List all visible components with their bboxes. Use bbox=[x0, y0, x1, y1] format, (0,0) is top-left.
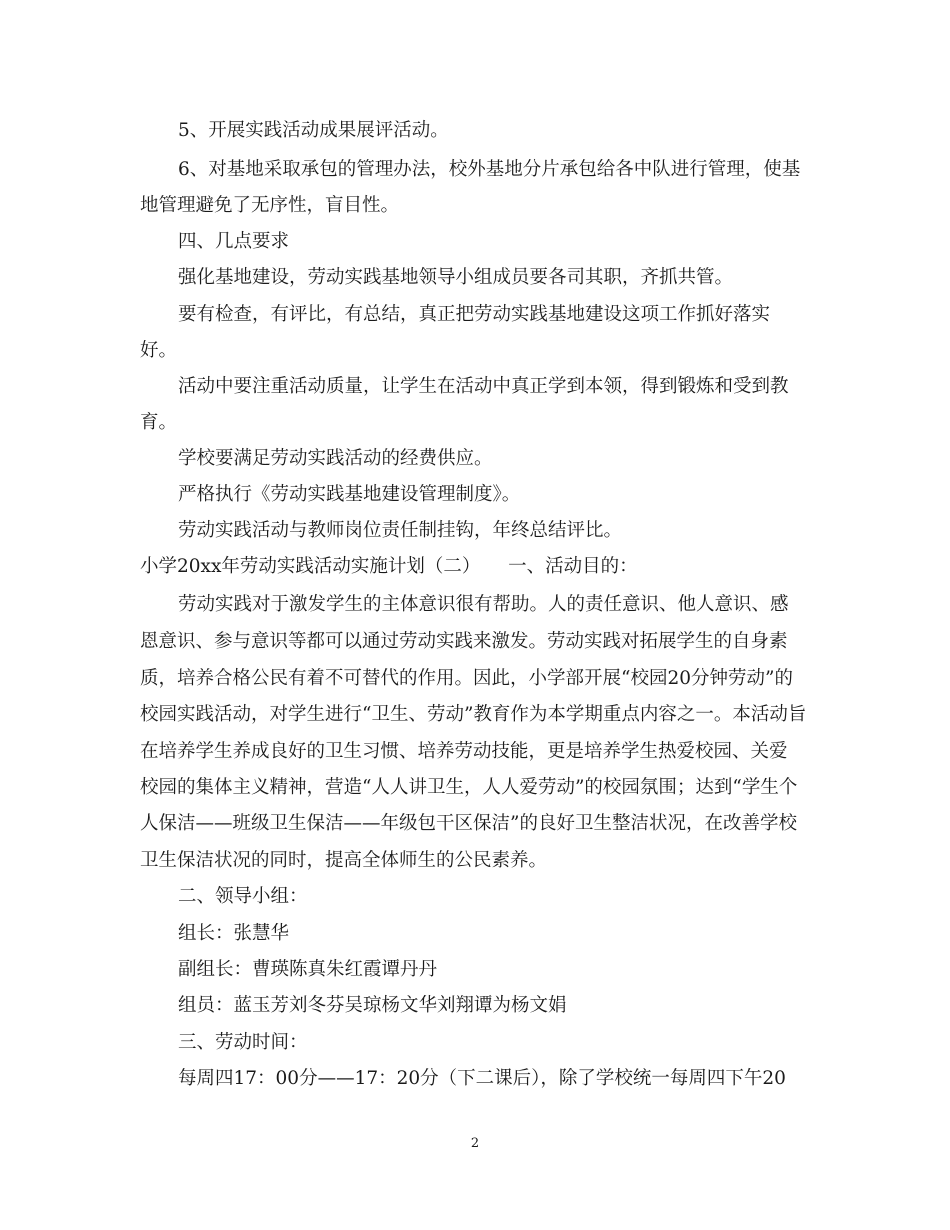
text-line: 严格执行《劳动实践基地建设管理制度》。 bbox=[178, 484, 521, 505]
text-line: 强化基地建设，劳动实践基地领导小组成员要各司其职，齐抓共管。 bbox=[178, 267, 734, 288]
page-number: 2 bbox=[470, 1136, 480, 1151]
text-line: 育。 bbox=[140, 412, 178, 433]
text-line: 地管理避免了无序性，盲目性。 bbox=[140, 195, 400, 216]
text-line: 副组长：曹瑛陈真朱红霞谭丹丹 bbox=[178, 959, 438, 980]
text-line: 在培养学生养成良好的卫生习惯、培养劳动技能，更是培养学生热爱校园、关爱 bbox=[140, 741, 788, 762]
section-heading: 四、几点要求 bbox=[178, 231, 290, 252]
text-line: 卫生保洁状况的同时，提高全体师生的公民素养。 bbox=[140, 850, 548, 871]
text-line: 学校要满足劳动实践活动的经费供应。 bbox=[178, 448, 493, 469]
text-line: 组长：张慧华 bbox=[178, 923, 290, 944]
text-line: 校园实践活动，对学生进行“卫生、劳动”教育作为本学期重点内容之一。本活动旨 bbox=[140, 704, 807, 725]
text-line: 组员：蓝玉芳刘冬芬吴琼杨文华刘翔谭为杨文娟 bbox=[178, 995, 567, 1016]
section-heading: 二、领导小组： bbox=[178, 886, 308, 907]
text-line: 人保洁——班级卫生保洁——年级包干区保洁”的良好卫生整洁状况，在改善学校 bbox=[140, 813, 797, 834]
text-line: 每周四17：00分——17：20分（下二课后），除了学校统一每周四下午20 bbox=[178, 1068, 786, 1089]
text-line: 要有检查，有评比，有总结，真正把劳动实践基地建设这项工作抓好落实 bbox=[178, 304, 771, 325]
text-line: 6、对基地采取承包的管理办法，校外基地分片承包给各中队进行管理，使基 bbox=[178, 159, 801, 180]
plan-title-line: 小学20xx年劳动实践活动实施计划（二） 一、活动目的： bbox=[140, 556, 638, 577]
text-line: 质，培养合格公民有着不可替代的作用。因此，小学部开展“校园20分钟劳动”的 bbox=[140, 668, 793, 689]
text-line: 活动中要注重活动质量，让学生在活动中真正学到本领，得到锻炼和受到教 bbox=[178, 376, 789, 397]
text-line: 好。 bbox=[140, 340, 178, 361]
section-heading: 三、劳动时间： bbox=[178, 1032, 308, 1053]
text-line: 劳动实践活动与教师岗位责任制挂钩，年终总结评比。 bbox=[178, 520, 623, 541]
text-line: 恩意识、参与意识等都可以通过劳动实践来激发。劳动实践对拓展学生的自身素 bbox=[140, 631, 788, 652]
text-line: 劳动实践对于激发学生的主体意识很有帮助。人的责任意识、他人意识、感 bbox=[178, 594, 789, 615]
text-line: 5、开展实践活动成果展评活动。 bbox=[178, 120, 449, 141]
text-line: 校园的集体主义精神，营造“人人讲卫生，人人爱劳动”的校园氛围；达到“学生个 bbox=[140, 777, 798, 798]
